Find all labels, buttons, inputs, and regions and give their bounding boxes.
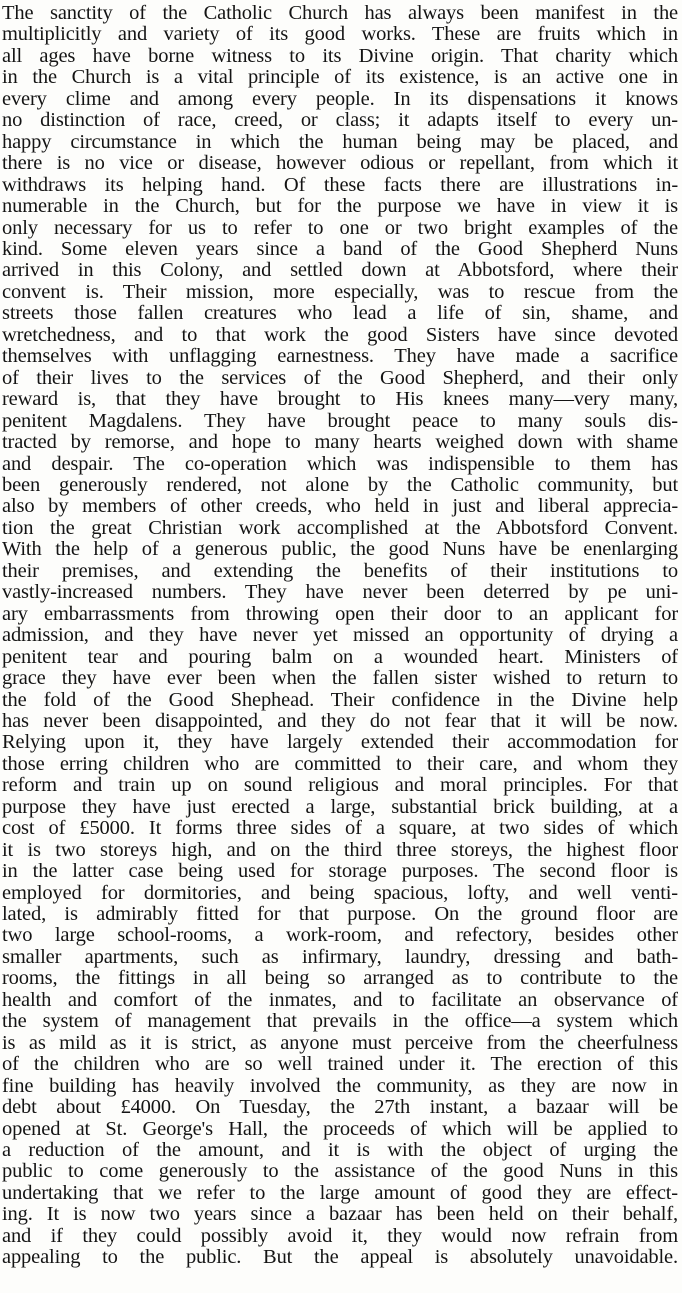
article-line: the system of management that prevails in the office—a system which: [2, 1011, 678, 1033]
article-line: happy circumstance in which the human being may be placed, and: [2, 131, 678, 153]
article-line: reward is, that they have brought to His knees many—very many,: [2, 389, 678, 411]
article-line: vastly-increased numbers. They have never been deterred by pe uni-: [2, 582, 678, 604]
article-line: in the Church is a vital principle of its existence, is an active one in: [2, 67, 678, 89]
article-line: opened at St. George's Hall, the proceeds of which will be applied to: [2, 1118, 678, 1140]
article-line: appealing to the public. But the appeal is absolutely unavoidable.: [2, 1247, 678, 1269]
article-line: only necessary for us to refer to one or two bright examples of the: [2, 217, 678, 239]
article-line: and if they could possibly avoid it, they would now refrain from: [2, 1225, 678, 1247]
article-line: of the children who are so well trained under it. The erection of this: [2, 1054, 678, 1076]
article-line: rooms, the fittings in all being so arranged as to contribute to the: [2, 968, 678, 990]
article-line: ing. It is now two years since a bazaar has been held on their behalf,: [2, 1204, 678, 1226]
article-line: convent is. Their mission, more especially, was to rescue from the: [2, 281, 678, 303]
article-line: themselves with unflagging earnestness. They have made a sacrifice: [2, 346, 678, 368]
article-line: also by members of other creeds, who held in just and liberal apprecia-: [2, 496, 678, 518]
article-line: withdraws its helping hand. Of these facts there are illustrations in-: [2, 174, 678, 196]
article-line: smaller apartments, such as infirmary, laundry, dressing and bath-: [2, 946, 678, 968]
article-line: Relying upon it, they have largely extended their accommodation for: [2, 732, 678, 754]
article-line: undertaking that we refer to the large amount of good they are effect-: [2, 1182, 678, 1204]
article-line: With the help of a generous public, the good Nuns have be enenlarging: [2, 539, 678, 561]
article-line: two large school-rooms, a work-room, and refectory, besides other: [2, 925, 678, 947]
article-line: admission, and they have never yet missed an opportunity of drying a: [2, 625, 678, 647]
article-line: has never been disappointed, and they do not fear that it will be now.: [2, 710, 678, 732]
article-line: all ages have borne witness to its Divine origin. That charity which: [2, 45, 678, 67]
article-line: grace they have ever been when the fallen sister wished to return to: [2, 668, 678, 690]
article-line: purpose they have just erected a large, substantial brick building, at a: [2, 796, 678, 818]
article-line: cost of £5000. It forms three sides of a square, at two sides of which: [2, 818, 678, 840]
article-line: those erring children who are committed to their care, and whom they: [2, 753, 678, 775]
article-line: numerable in the Church, but for the purpose we have in view it is: [2, 196, 678, 218]
article-line: arrived in this Colony, and settled down at Abbotsford, where their: [2, 260, 678, 282]
article-line: in the latter case being used for storage purposes. The second floor is: [2, 861, 678, 883]
article-line: multiplicitly and variety of its good works. These are fruits which in: [2, 24, 678, 46]
article-line: kind. Some eleven years since a band of the Good Shepherd Nuns: [2, 238, 678, 260]
article-line: and despair. The co-operation which was indispensible to them has: [2, 453, 678, 475]
article-body: [2, 3, 678, 1269]
article-line: been generously rendered, not alone by the Catholic community, but: [2, 474, 678, 496]
article-line: there is no vice or disease, however odious or repellant, from which it: [2, 153, 678, 175]
article-line: tion the great Christian work accomplished at the Abbotsford Convent.: [2, 517, 678, 539]
article-line: it is two storeys high, and on the third three storeys, the highest floor: [2, 839, 678, 861]
article-line: wretchedness, and to that work the good Sisters have since devoted: [2, 324, 678, 346]
article-line: public to come generously to the assistance of the good Nuns in this: [2, 1161, 678, 1183]
article-line: is as mild as it is strict, as anyone must perceive from the cheerfulness: [2, 1032, 678, 1054]
article-line: The sanctity of the Catholic Church has always been manifest in the: [2, 3, 678, 24]
article-line: reform and train up on sound religious and moral principles. For that: [2, 775, 678, 797]
article-line: of their lives to the services of the Good Shepherd, and their only: [2, 367, 678, 389]
article-line: streets those fallen creatures who lead a life of sin, shame, and: [2, 303, 678, 325]
article-line: penitent tear and pouring balm on a wounded heart. Ministers of: [2, 646, 678, 668]
article-line: a reduction of the amount, and it is with the object of urging the: [2, 1140, 678, 1162]
article-line: their premises, and extending the benefits of their institutions to: [2, 560, 678, 582]
article-line: debt about £4000. On Tuesday, the 27th instant, a bazaar will be: [2, 1097, 678, 1119]
article-line: the fold of the Good Shephead. Their confidence in the Divine help: [2, 689, 678, 711]
article-line: health and comfort of the inmates, and to facilitate an observance of: [2, 989, 678, 1011]
article-line: every clime and among every people. In its dispensations it knows: [2, 88, 678, 110]
article-line: employed for dormitories, and being spacious, lofty, and well venti-: [2, 882, 678, 904]
article-line: ary embarrassments from throwing open their door to an applicant for: [2, 603, 678, 625]
article-line: fine building has heavily involved the community, as they are now in: [2, 1075, 678, 1097]
article-line: lated, is admirably fitted for that purpose. On the ground floor are: [2, 904, 678, 926]
article-line: penitent Magdalens. They have brought peace to many souls dis-: [2, 410, 678, 432]
article-line: tracted by remorse, and hope to many hearts weighed down with shame: [2, 432, 678, 454]
article-line: no distinction of race, creed, or class; it adapts itself to every un-: [2, 110, 678, 132]
